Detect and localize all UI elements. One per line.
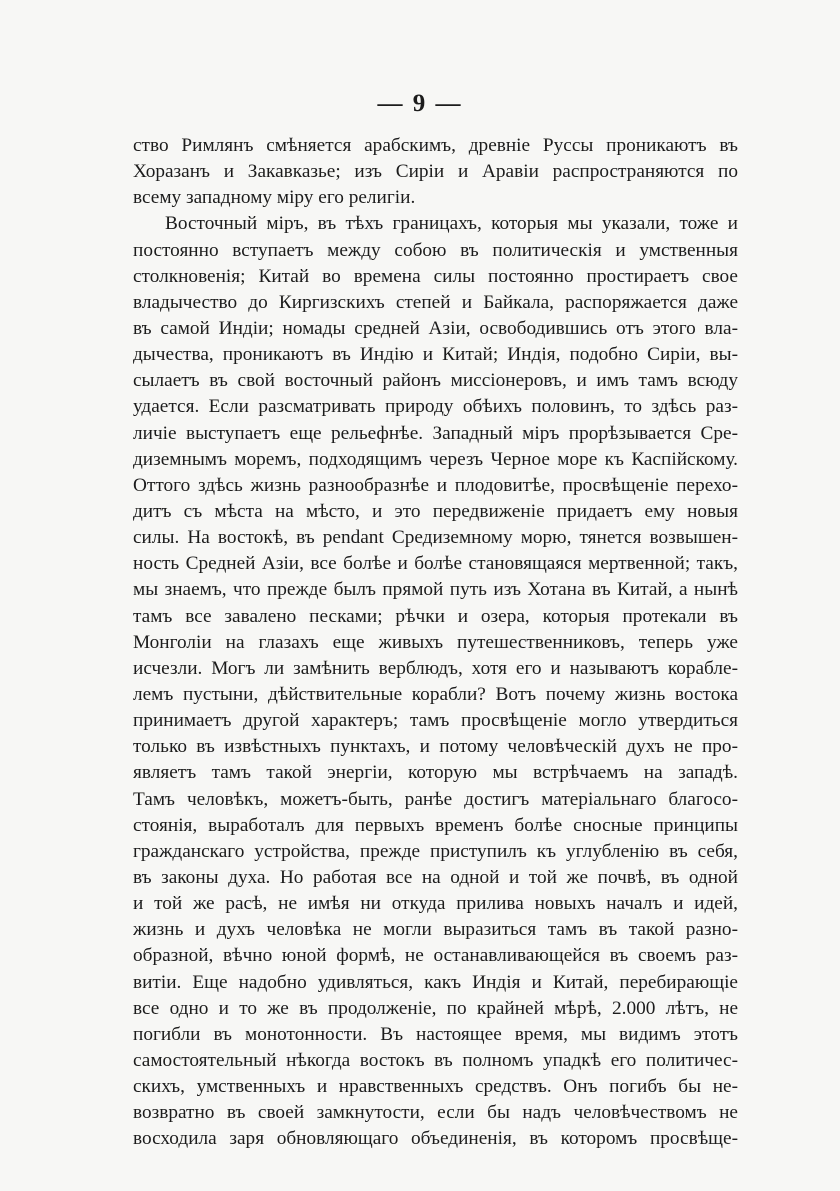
text-line: сылаетъ въ свой восточный районъ миссіонеровъ, и имъ тамъ всюду — [133, 370, 738, 392]
text-line: Тамъ человѣкъ, можетъ-быть, ранѣе достигъ матеріальнаго благосо- — [133, 788, 738, 810]
text-line: въ самой Индіи; номады средней Азіи, освободившись отъ этого вла- — [133, 317, 738, 339]
text-line: Хоразанъ и Закавказье; изъ Сиріи и Аравіи распространяются по — [133, 161, 738, 183]
text-line: образной, вѣчно юной формѣ, не останавливающейся въ своемъ раз- — [133, 945, 738, 967]
page-number: — 9 — — [377, 90, 463, 117]
text-line: постоянно вступаетъ между собою въ политическія и умственныя — [133, 239, 738, 261]
text-line: въ законы духа. Но работая все на одной и той же почвѣ, въ одной — [133, 866, 738, 888]
text-line: ство Римлянъ смѣняется арабскимъ, древніе Руссы проникаютъ въ — [133, 135, 738, 156]
text-line: возвратно въ своей замкнутости, если бы надъ человѣчествомъ не — [133, 1102, 738, 1124]
text-line: всему западному міру его религіи. — [133, 187, 416, 209]
text-line: дычества, проникаютъ въ Индію и Китай; Индія, подобно Сиріи, вы- — [133, 344, 738, 366]
text-line: жизнь и духъ человѣка не могли выразиться тамъ въ такой разно- — [133, 919, 738, 941]
paragraph-2 — [133, 211, 738, 1152]
text-line: восходила заря обновляющаго объединенія, въ которомъ просвѣще- — [133, 1128, 738, 1150]
text-line: погибли въ монотонности. Въ настоящее время, мы видимъ этотъ — [133, 1023, 738, 1045]
text-line: стоянія, выработалъ для первыхъ временъ болѣе сносные принципы — [133, 814, 738, 836]
text-line: силы. На востокѣ, въ pendant Средиземному морю, тянется возвышен- — [133, 527, 738, 549]
text-line: удается. Если разсматривать природу обѣихъ половинъ, то здѣсь раз- — [133, 396, 738, 418]
text-line: владычество до Киргизскихъ степей и Байкала, распоряжается даже — [133, 291, 738, 313]
text-line: дитъ съ мѣста на мѣсто, и это передвиженіе придаетъ ему новыя — [133, 500, 738, 522]
text-line: являетъ тамъ такой энергіи, которую мы встрѣчаемъ на западѣ. — [133, 762, 738, 784]
body-text — [133, 133, 738, 1152]
text-line: только въ извѣстныхъ пунктахъ, и потому человѣческій духъ не про- — [133, 736, 738, 758]
text-line: самостоятельный нѣкогда востокъ въ полномъ упадкѣ его политичес- — [133, 1049, 738, 1071]
text-line: Восточный міръ, въ тѣхъ границахъ, которыя мы указали, тоже и — [165, 213, 738, 235]
text-line: Монголіи на глазахъ еще живыхъ путешественниковъ, теперь уже — [133, 631, 738, 653]
text-line: столкновенія; Китай во времена силы постоянно простираетъ свое — [133, 265, 738, 287]
text-line: ность Средней Азіи, все болѣе и болѣе становящаяся мертвенной; такъ, — [133, 553, 738, 575]
paragraph-1 — [133, 133, 738, 211]
text-line: лемъ пустыни, дѣйствительные корабли? Вотъ почему жизнь востока — [133, 683, 738, 705]
text-line: диземнымъ моремъ, подходящимъ черезъ Черное море къ Каспійскому. — [133, 448, 738, 470]
text-line: гражданскаго устройства, прежде приступилъ къ углубленію въ себя, — [133, 840, 738, 862]
text-line: и той же расѣ, не имѣя ни откуда прилива новыхъ началъ и идей, — [133, 893, 738, 915]
text-line: принимаетъ другой характеръ; тамъ просвѣщеніе могло утвердиться — [133, 710, 738, 732]
text-line: все одно и то же въ продолженіе, по крайней мѣрѣ, 2.000 лѣтъ, не — [133, 997, 738, 1019]
text-line: исчезли. Могъ ли замѣнить верблюдъ, хотя его и называютъ корабле- — [133, 657, 738, 679]
text-line: мы знаемъ, что прежде былъ прямой путь изъ Хотана въ Китай, а нынѣ — [133, 579, 738, 601]
text-line: витіи. Еще надобно удивляться, какъ Индія и Китай, перебирающіе — [133, 971, 738, 993]
text-line: личіе выступаетъ еще рельефнѣе. Западный міръ прорѣзывается Сре- — [133, 422, 738, 444]
text-line: тамъ все завалено песками; рѣчки и озера, которыя протекали въ — [133, 605, 738, 627]
text-line: Оттого здѣсь жизнь разнообразнѣе и плодовитѣе, просвѣщеніе перехо- — [133, 474, 738, 496]
text-line: скихъ, умственныхъ и нравственныхъ средствъ. Онъ погибъ бы не- — [133, 1076, 738, 1098]
